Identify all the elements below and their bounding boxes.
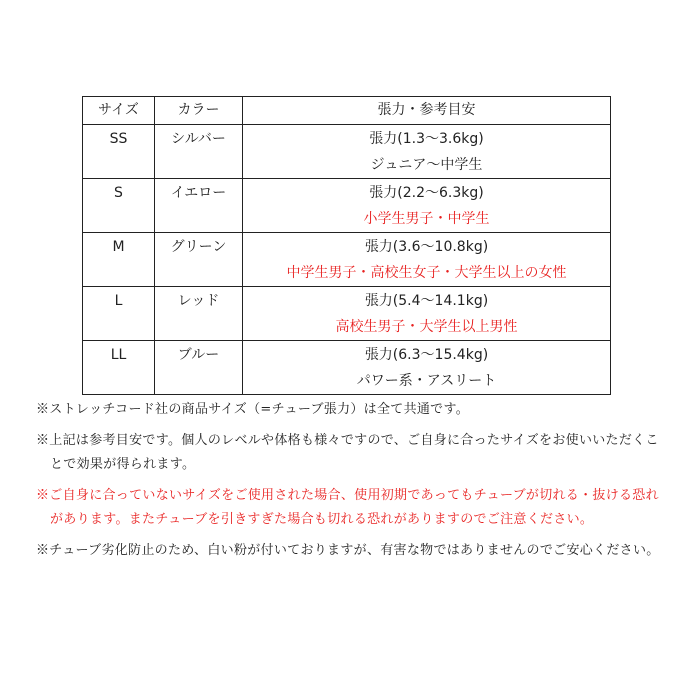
size-cell: L (83, 287, 155, 341)
size-cell: M (83, 233, 155, 287)
table-row (83, 125, 611, 179)
size-chart-table (82, 96, 611, 395)
size-cell: LL (83, 341, 155, 395)
tension-range: 張力(3.6～10.8kg) (364, 239, 489, 255)
color-cell: グリーン (155, 233, 243, 287)
color-cell: レッド (155, 287, 243, 341)
target-users: 小学生男子・中学生 (363, 211, 490, 227)
table-header-row (83, 97, 611, 125)
tension-cell (243, 341, 611, 395)
tension-cell (243, 179, 611, 233)
note-warning: ※ご自身に合っていないサイズをご使用された場合、使用初期であってもチューブが切れる・抜ける恐れがあります。またチューブを引きすぎた場合も切れる恐れがありますのでご注意ください。 (36, 488, 659, 527)
tension-range: 張力(5.4～14.1kg) (364, 293, 489, 309)
header-tension: 張力・参考目安 (243, 97, 611, 125)
table-row (83, 341, 611, 395)
tension-cell (243, 287, 611, 341)
note-reference: ※上記は参考目安です。個人のレベルや体格も様々ですので、ご自身に合ったサイズをお使いいただくことで効果が得られます。 (36, 433, 659, 472)
tension-cell (243, 125, 611, 179)
size-cell: S (83, 179, 155, 233)
note-common-size: ※ストレッチコード社の商品サイズ（=チューブ張力）は全て共通です。 (36, 402, 470, 417)
color-cell: ブルー (155, 341, 243, 395)
header-color: カラー (155, 97, 243, 125)
target-users: パワー系・アスリート (356, 373, 497, 389)
header-size: サイズ (83, 97, 155, 125)
tension-range: 張力(1.3～3.6kg) (369, 131, 484, 147)
target-users: ジュニア～中学生 (370, 157, 483, 173)
tension-range: 張力(6.3～15.4kg) (364, 347, 489, 363)
table-row (83, 179, 611, 233)
target-users: 中学生男子・高校生女子・大学生以上の女性 (286, 265, 567, 281)
color-cell: イエロー (155, 179, 243, 233)
table-row (83, 287, 611, 341)
size-cell: SS (83, 125, 155, 179)
color-cell: シルバー (155, 125, 243, 179)
notes-list (36, 398, 666, 570)
target-users: 高校生男子・大学生以上男性 (335, 319, 518, 335)
note-white-powder: ※チューブ劣化防止のため、白い粉が付いておりますが、有害な物ではありませんのでご安心ください。 (36, 543, 660, 558)
tension-cell (243, 233, 611, 287)
table-row (83, 233, 611, 287)
tension-range: 張力(2.2～6.3kg) (369, 185, 484, 201)
